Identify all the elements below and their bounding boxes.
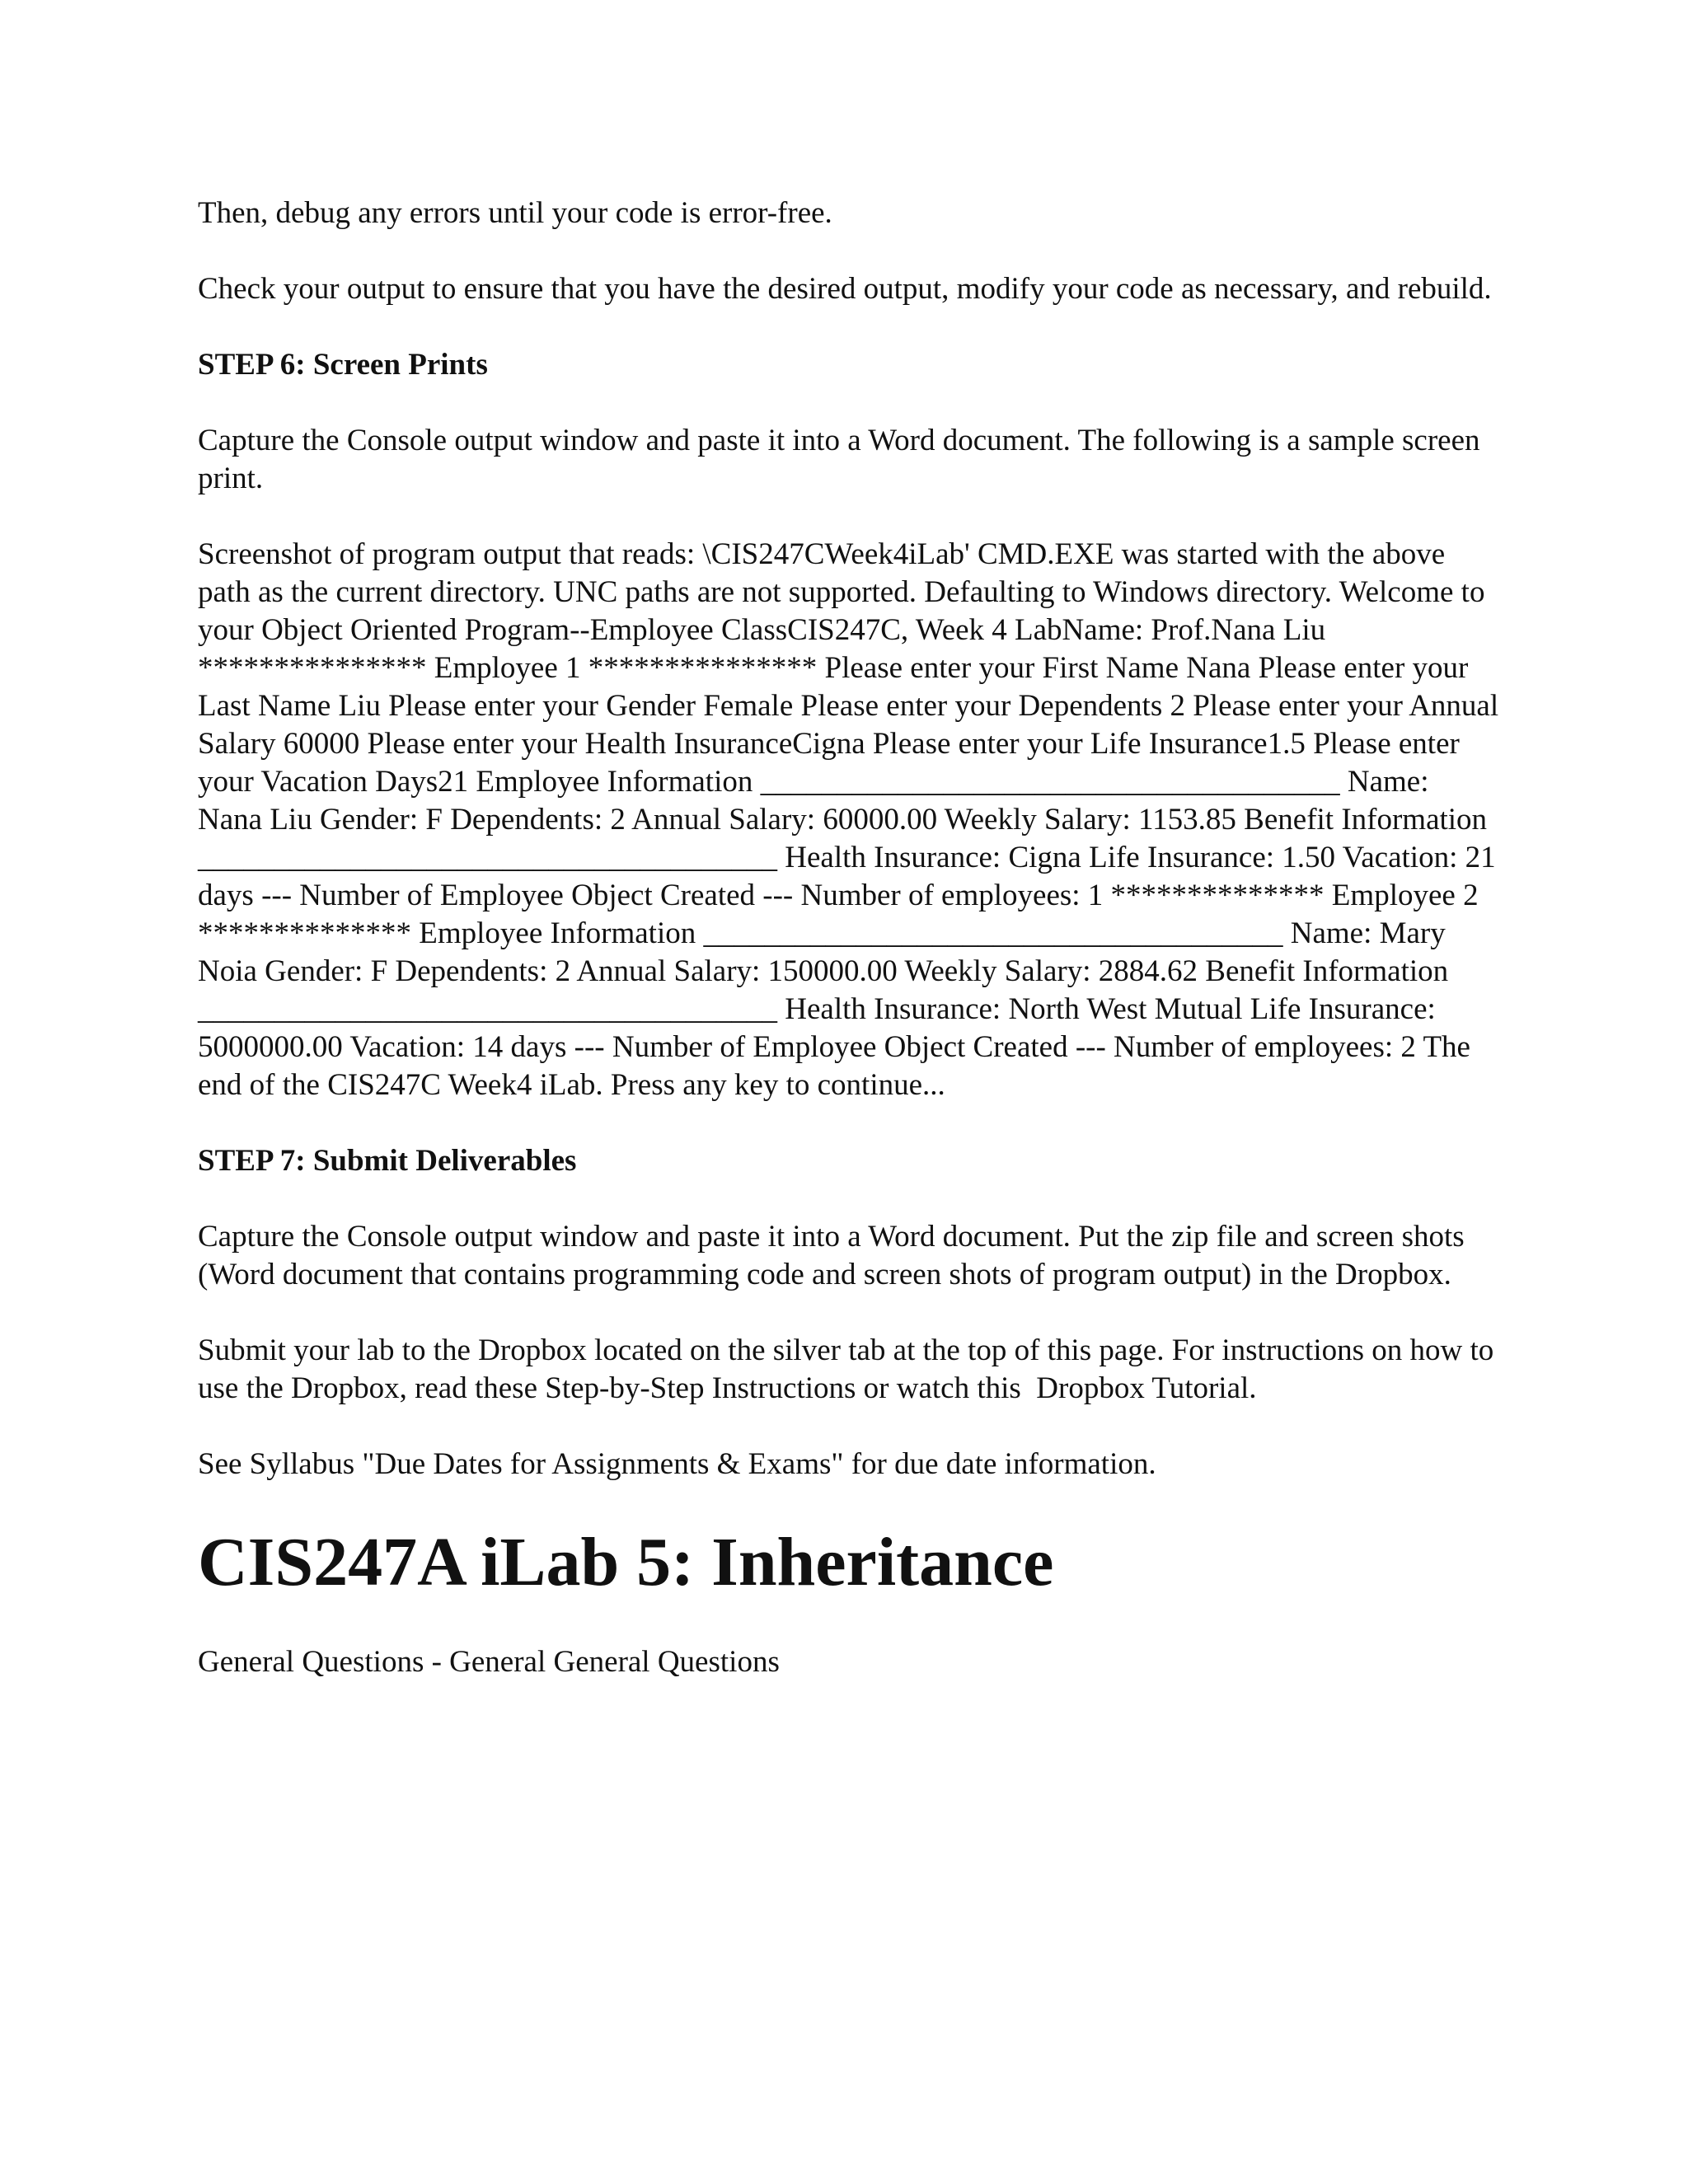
debug-paragraph: Then, debug any errors until your code is error-free. bbox=[198, 196, 832, 230]
document-page bbox=[198, 194, 1507, 1681]
syllabus-paragraph: See Syllabus "Due Dates for Assignments & Exams" for due date information. bbox=[198, 1447, 1156, 1481]
submit-deliverables-paragraph: Capture the Console output window and paste it into a Word document. Put the zip file and screen shots (Word document that contains programming code and screen shots of program output) in the Dropbox. bbox=[198, 1220, 1472, 1291]
step-6-heading: STEP 6: Screen Prints bbox=[198, 348, 488, 382]
check-output-paragraph: Check your output to ensure that you have the desired output, modify your code as necessary, and rebuild. bbox=[198, 272, 1492, 306]
screenshot-description-paragraph: Screenshot of program output that reads: \CIS247CWeek4iLab' CMD.EXE was started with the above path as the current directory. UNC paths are not supported. Defaulting to Windows directory. Welcome to your Object Oriented Program--Employee ClassCIS247C, Week 4 LabName: Prof.Nana Liu *************** Employee 1 *************** Please enter your First Name Nana Please enter your Last Name Liu Please enter your Gender Female Please enter your Dependents 2 Please enter your Annual Salary 60000 Please enter your Health InsuranceCigna Please enter your Life Insurance1.5 Please enter your Vacation Days21 Employee Information ______________________________________ Name: Nana Liu Gender: F Dependents: 2 Annual Salary: 60000.00 Weekly Salary: 1153.85 Benefit Information ______________________________________ Health Insurance: Cigna Life Insurance: 1.50 Vacation: 21 days --- Number of Employee Object Created --- Number of employees: 1 ************** Employee 2 ************** Employee Information ______________________________________ Name: Mary Noia Gender: F Dependents: 2 Annual Salary: 150000.00 Weekly Salary: 2884.62 Benefit Information ______________________________________ Health Insurance: North West Mutual Life Insurance: 5000000.00 Vacation: 14 days --- Number of Employee Object Created --- Number of employees: 2 The end of the CIS247C Week4 iLab. Press any key to continue... bbox=[198, 537, 1507, 1102]
step-7-heading: STEP 7: Submit Deliverables bbox=[198, 1144, 577, 1178]
lab-title-heading: CIS247A iLab 5: Inheritance bbox=[198, 1524, 1054, 1601]
capture-console-paragraph: Capture the Console output window and paste it into a Word document. The following is a sample screen print. bbox=[198, 424, 1488, 495]
dropbox-instructions-paragraph: Submit your lab to the Dropbox located on the silver tab at the top of this page. For instructions on how to use the Dropbox, read these Step-by-Step Instructions or watch this Dropbox Tutorial. bbox=[198, 1333, 1502, 1405]
general-questions-paragraph: General Questions - General General Questions bbox=[198, 1645, 780, 1679]
